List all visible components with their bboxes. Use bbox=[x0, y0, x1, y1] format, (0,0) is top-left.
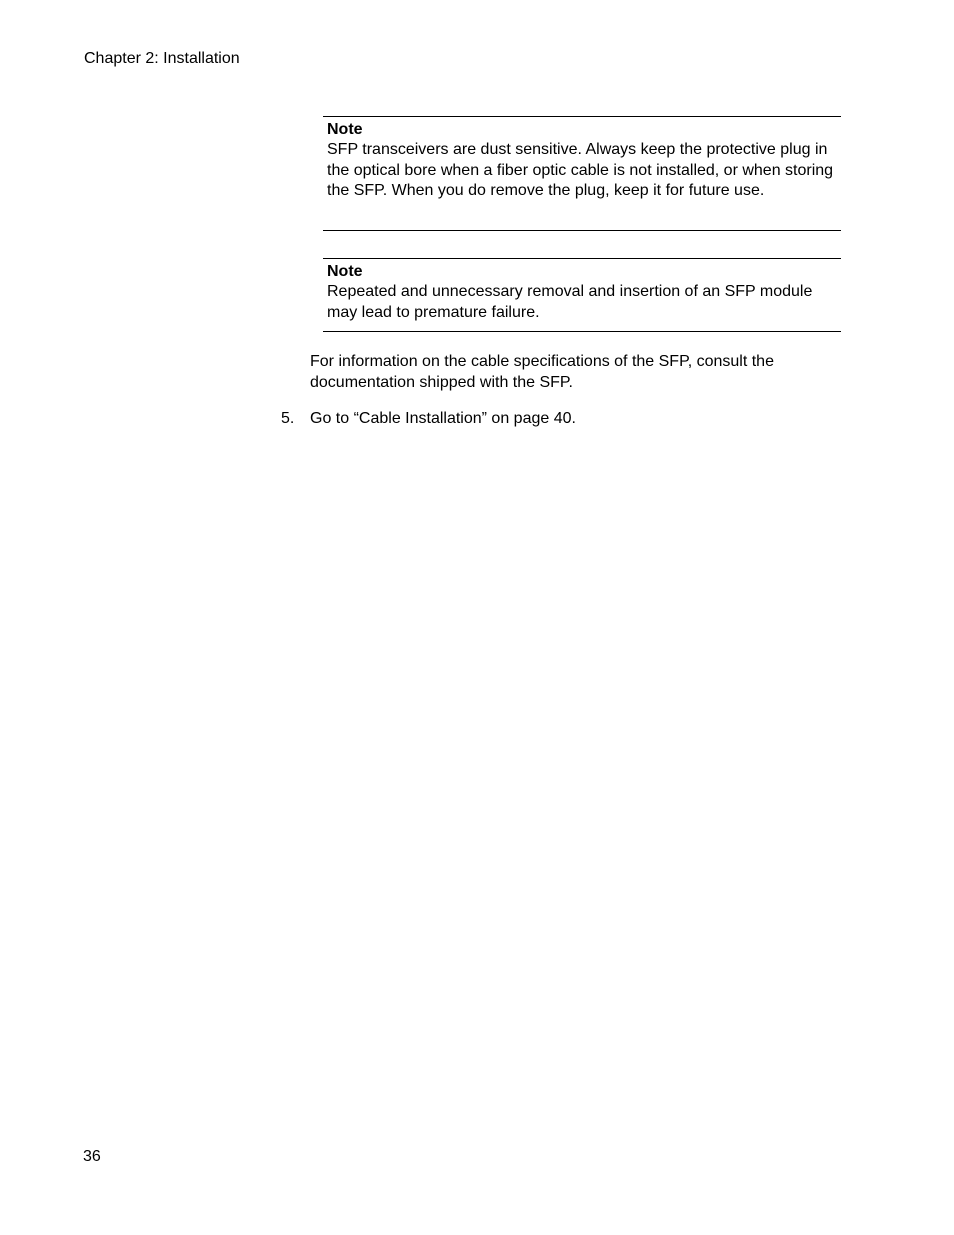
step-number: 5. bbox=[281, 410, 295, 427]
running-header: Chapter 2: Installation bbox=[84, 50, 240, 67]
step-text: Go to “Cable Installation” on page 40. bbox=[310, 410, 576, 427]
cable-spec-paragraph: For information on the cable specifications of the SFP, consult the documentation shipped with the SFP. bbox=[310, 353, 774, 391]
note-body: Repeated and unnecessary removal and insertion of an SFP module may lead to premature failure. bbox=[327, 283, 813, 321]
page-number: 36 bbox=[83, 1148, 101, 1165]
note-title: Note bbox=[327, 121, 363, 138]
note-title: Note bbox=[327, 263, 363, 280]
note-box-removal bbox=[323, 258, 841, 332]
note-body: SFP transceivers are dust sensitive. Always keep the protective plug in the optical bore when a fiber optic cable is not installed, or when storing the SFP. When you do remove the plug, keep it for future use. bbox=[327, 141, 834, 199]
note-box-dust bbox=[323, 116, 841, 231]
